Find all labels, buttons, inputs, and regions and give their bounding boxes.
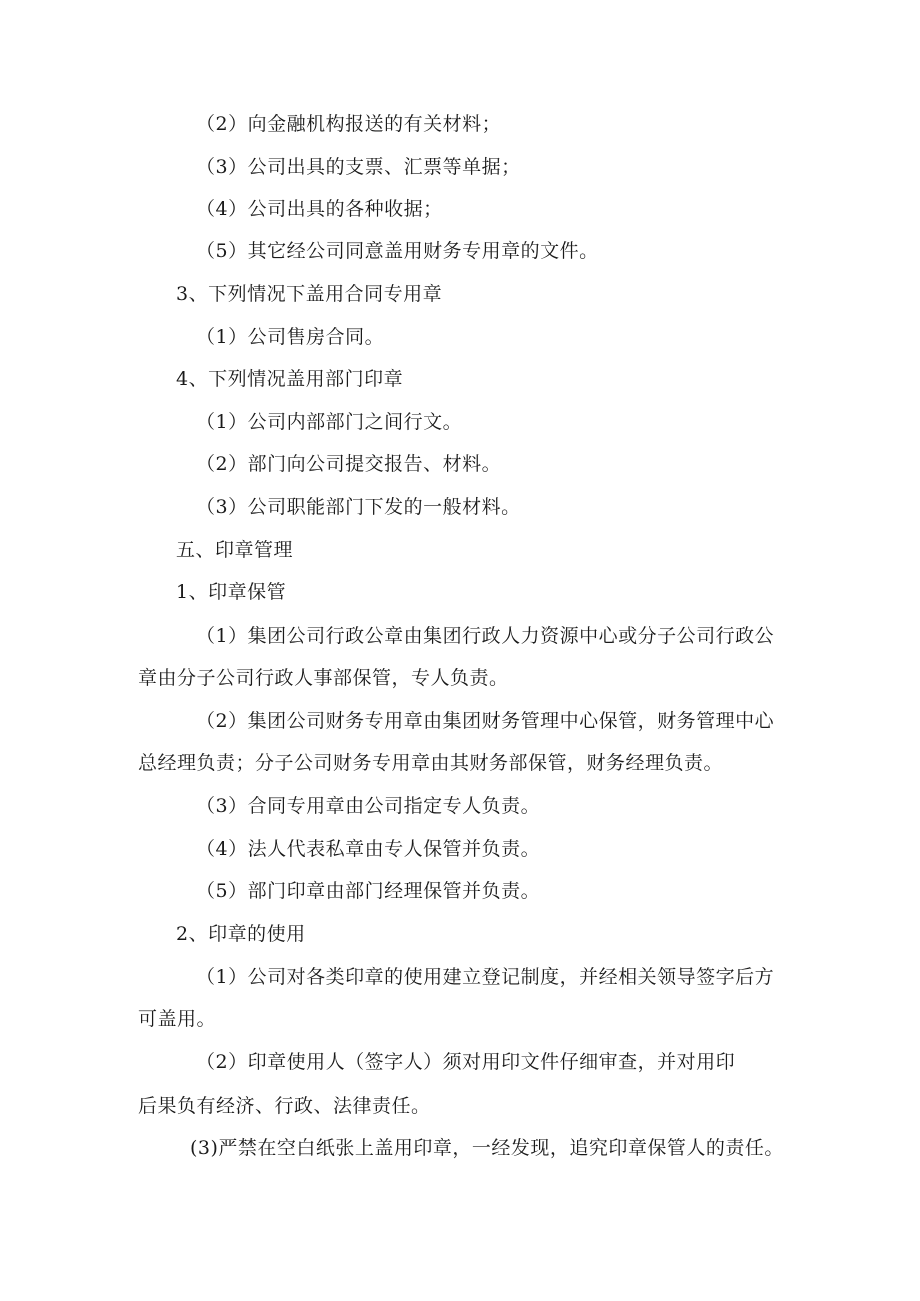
paragraph-line: 后果负有经济、行政、法律责任。 [138, 1095, 431, 1117]
paragraph-line: （3）公司出具的支票、汇票等单据； [196, 156, 521, 178]
section-heading: 2、印章的使用 [176, 923, 306, 945]
paragraph-line: （2）印章使用人（签字人）须对用印文件仔细审查，并对用印 [196, 1051, 736, 1073]
paragraph-line: （1）公司售房合同。 [196, 326, 385, 348]
paragraph-line: （1）公司内部部门之间行文。 [196, 411, 463, 433]
paragraph-line: （5）部门印章由部门经理保管并负责。 [196, 880, 541, 902]
paragraph-line: 总经理负责；分子公司财务专用章由其财务部保管，财务经理负责。 [138, 752, 724, 774]
section-heading: 1、印章保管 [176, 581, 287, 603]
paragraph-line: （2）向金融机构报送的有关材料； [196, 113, 502, 135]
chapter-heading: 五、印章管理 [176, 539, 294, 561]
section-heading: 3、下列情况下盖用合同专用章 [176, 283, 443, 305]
paragraph-line: (3)严禁在空白纸张上盖用印章，一经发现，追究印章保管人的责任。 [190, 1137, 784, 1159]
paragraph-line: 章由分子公司行政人事部保管，专人负责。 [138, 667, 509, 689]
section-heading: 4、下列情况盖用部门印章 [176, 368, 404, 390]
paragraph-line: 可盖用。 [138, 1008, 217, 1030]
paragraph-line: （3）合同专用章由公司指定专人负责。 [196, 795, 541, 817]
paragraph-line: （1）公司对各类印章的使用建立登记制度，并经相关领导签字后方 [196, 966, 775, 988]
paragraph-line: （3）公司职能部门下发的一般材料。 [196, 496, 521, 518]
paragraph-line: （4）法人代表私章由专人保管并负责。 [196, 838, 541, 860]
paragraph-line: （2）集团公司财务专用章由集团财务管理中心保管，财务管理中心 [196, 710, 775, 732]
paragraph-line: （4）公司出具的各种收据； [196, 198, 443, 220]
paragraph-line: （5）其它经公司同意盖用财务专用章的文件。 [196, 240, 599, 262]
paragraph-line: （1）集团公司行政公章由集团行政人力资源中心或分子公司行政公 [196, 625, 775, 647]
paragraph-line: （2）部门向公司提交报告、材料。 [196, 453, 502, 475]
